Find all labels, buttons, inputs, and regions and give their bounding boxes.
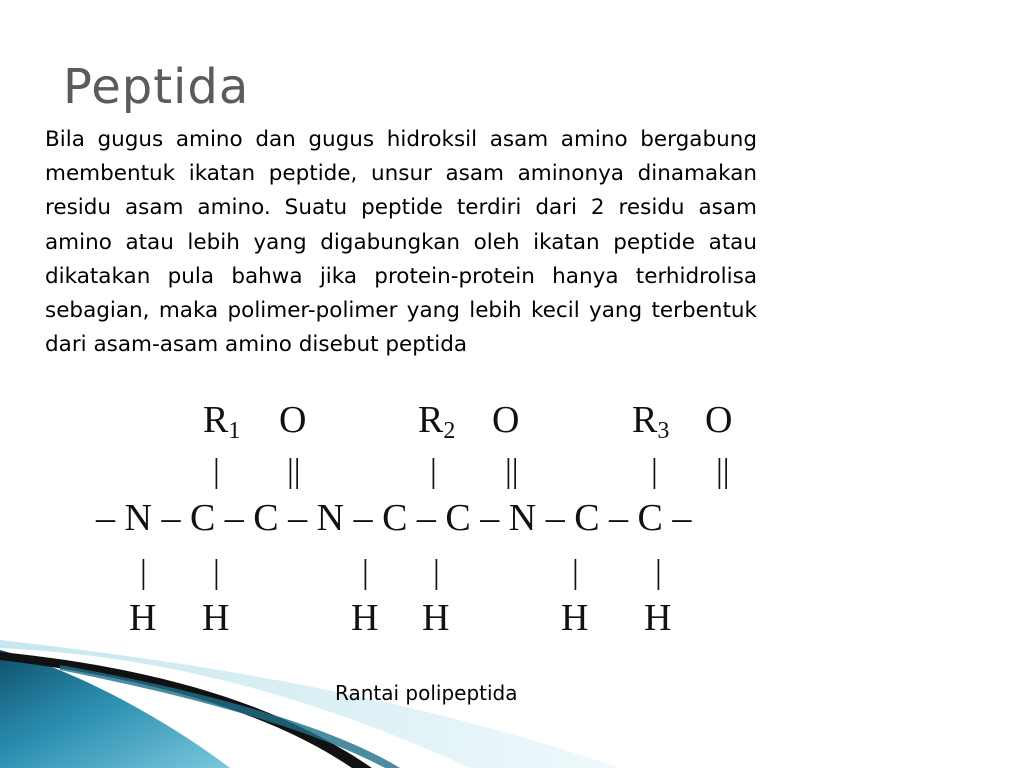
carbonyl-oxygen-1: O <box>279 399 307 441</box>
upper-bond-r3: | <box>651 453 658 490</box>
lower-bond-c1: | <box>213 554 220 591</box>
hydrogen-c2: H <box>422 597 450 639</box>
upper-bond-o1: || <box>287 453 301 490</box>
hydrogen-n1: H <box>129 597 157 639</box>
slide-title: Peptida <box>63 59 250 115</box>
upper-bond-o3: || <box>716 453 730 490</box>
slide-paragraph: Bila gugus amino dan gugus hidroksil asam amino bergabung membentuk ikatan peptide, unsur asam aminonya dinamakan residu asam amino. Suatu peptide terdiri dari 2 residu asam amino atau lebih yang digabungkan oleh ikatan peptide atau dikatakan pula bahwa jika protein-protein hanya terhidrolisa sebagian, maka polimer-polimer yang lebih kecil yang terbentuk dari asam-asam amino disebut peptida <box>45 127 757 358</box>
upper-bond-o2: || <box>505 453 519 490</box>
lower-bond-n2: | <box>362 554 369 591</box>
upper-bond-r1: | <box>213 453 220 490</box>
hydrogen-c3: H <box>644 597 672 639</box>
side-group-r3: R3 <box>632 399 670 444</box>
lower-bond-c3: | <box>655 554 662 591</box>
carbonyl-oxygen-2: O <box>492 399 520 441</box>
structure-caption: Rantai polipeptida <box>335 681 518 705</box>
lower-bond-n3: | <box>572 554 579 591</box>
lower-bond-c2: | <box>433 554 440 591</box>
hydrogen-c1: H <box>202 597 230 639</box>
upper-bond-r2: | <box>430 453 437 490</box>
side-group-r2: R2 <box>418 399 456 444</box>
side-group-r1: R1 <box>203 399 241 444</box>
hydrogen-n2: H <box>351 597 379 639</box>
backbone-chain: – N – C – C – N – C – C – N – C – C – <box>96 497 692 539</box>
carbonyl-oxygen-3: O <box>705 399 733 441</box>
lower-bond-n1: | <box>140 554 147 591</box>
hydrogen-n3: H <box>561 597 589 639</box>
